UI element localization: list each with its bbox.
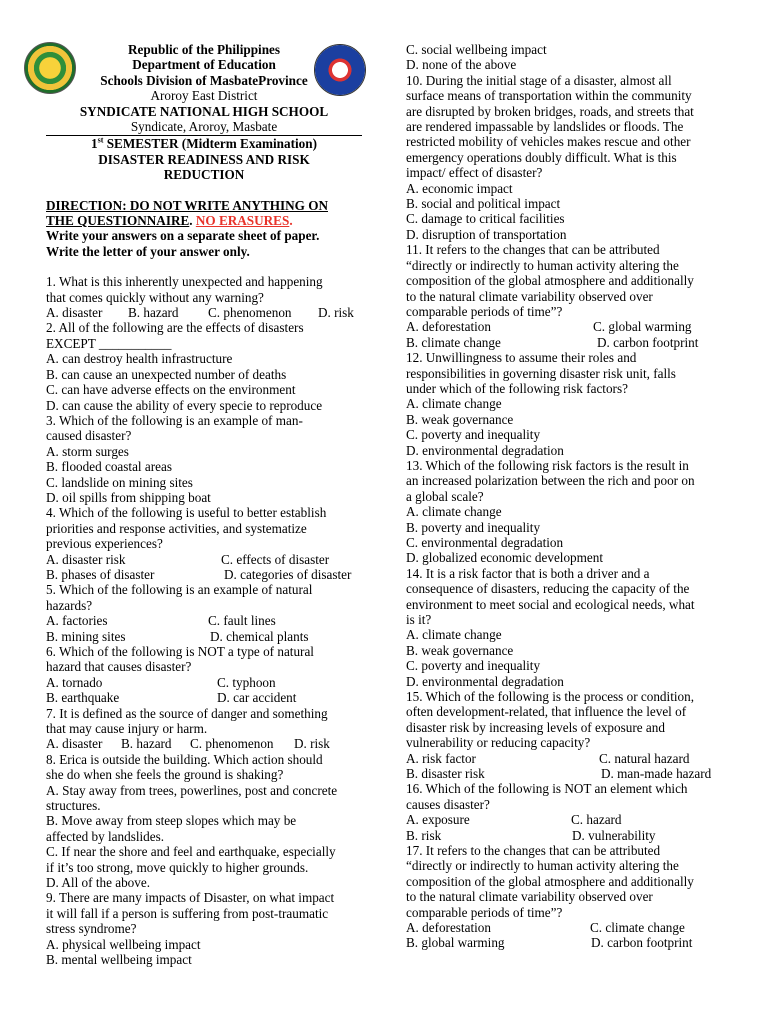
question-text: causes disaster? — [406, 796, 490, 812]
answer-options — [46, 305, 362, 320]
department-name: Department of Education — [132, 57, 276, 73]
question-text: previous experiences? — [46, 536, 163, 552]
answer-options — [406, 319, 722, 334]
option: B. earthquake — [46, 690, 120, 706]
answer-options — [46, 613, 362, 628]
option: B. poverty and inequality — [406, 519, 541, 535]
option: D. globalized economic development — [406, 550, 604, 566]
question-9 — [46, 890, 362, 967]
answer-options — [46, 736, 362, 751]
question-text: to the natural climate variability observed over — [406, 288, 653, 304]
question-text: responsibilities in governing disaster risk unit, falls — [406, 365, 676, 381]
district-name: Aroroy East District — [150, 88, 258, 104]
question-text: consequence of disasters, reducing the capacity of the — [406, 581, 690, 597]
option: affected by landslides. — [46, 828, 165, 844]
option: A. tornado — [46, 674, 103, 690]
question-text: surface means of transportation within the community — [406, 88, 692, 104]
option: A. can destroy health infrastructure — [46, 351, 233, 367]
question-3 — [46, 413, 362, 505]
option: D. risk — [318, 305, 354, 321]
question-text: composition of the global atmosphere and additionally — [406, 273, 694, 289]
option: A. deforestation — [406, 319, 491, 335]
answer-options — [406, 935, 722, 950]
left-column — [46, 42, 362, 967]
question-12 — [406, 350, 722, 458]
option: B. disaster risk — [406, 766, 485, 782]
question-text: it will fall if a person is suffering from post-traumatic — [46, 905, 329, 921]
question-text: she do when she feels the ground is shaking? — [46, 767, 284, 783]
option: C. climate change — [590, 920, 685, 936]
option: B. weak governance — [406, 411, 514, 427]
question-text: environment to meet social and ecological needs, what — [406, 596, 695, 612]
option: C. If near the shore and feel and earthquake, especially — [46, 844, 336, 860]
option: A. climate change — [406, 396, 502, 412]
option: C. poverty and inequality — [406, 658, 541, 674]
question-text: caused disaster? — [46, 428, 132, 444]
question-6 — [46, 644, 362, 706]
option: A. Stay away from trees, powerlines, post and concrete — [46, 782, 338, 798]
option: C. hazard — [571, 812, 622, 828]
question-text: 7. It is defined as the source of danger and something — [46, 705, 328, 721]
school-name: SYNDICATE NATIONAL HIGH SCHOOL — [79, 103, 329, 119]
option: B. hazard — [121, 736, 172, 752]
option: A. physical wellbeing impact — [46, 936, 201, 952]
answer-options — [46, 675, 362, 690]
option: B. phases of disaster — [46, 566, 155, 582]
question-text: 15. Which of the following is the process or condition, — [406, 689, 694, 705]
answer-options — [406, 766, 722, 781]
division-name: Schools Division of MasbateProvince — [100, 72, 308, 88]
question-text: 16. Which of the following is NOT an element which — [406, 781, 688, 797]
question-text: 17. It refers to the changes that can be attributed — [406, 843, 661, 859]
question-text: 12. Unwillingness to assume their roles and — [406, 350, 637, 366]
question-text: 2. All of the following are the effects of disasters — [46, 320, 304, 336]
option: C. social wellbeing impact — [406, 42, 547, 57]
answer-options — [46, 690, 362, 705]
option: D. can cause the ability of every specie to reproduce — [46, 397, 323, 413]
option: C. global warming — [593, 319, 692, 335]
answer-options — [406, 920, 722, 935]
option: D. categories of disaster — [224, 566, 352, 582]
option: D. none of the above — [406, 57, 517, 73]
direction-line2: THE QUESTIONNAIRE. NO ERASURES. — [46, 213, 293, 229]
exam-subject-line1: DISASTER READINESS AND RISK — [98, 151, 310, 167]
question-8 — [46, 752, 362, 891]
option: A. climate change — [406, 504, 502, 520]
question-text: composition of the global atmosphere and additionally — [406, 873, 694, 889]
exam-subject-line2: REDUCTION — [163, 167, 245, 183]
question-5 — [46, 582, 362, 644]
exam-semester: 1st SEMESTER (Midterm Examination) — [91, 136, 317, 152]
question-text: disaster risk by increasing levels of exposure and — [406, 719, 665, 735]
answer-options — [406, 335, 722, 350]
question-7 — [46, 706, 362, 752]
option: C. effects of disaster — [221, 551, 330, 567]
option: C. landslide on mining sites — [46, 474, 193, 490]
option: A. disaster — [46, 305, 103, 321]
question-17 — [406, 843, 722, 951]
option: B. flooded coastal areas — [46, 459, 172, 475]
option: C. damage to critical facilities — [406, 211, 565, 227]
question-text: are disrupted by broken bridges, roads, and streets that — [406, 103, 694, 119]
question-text: hazard that causes disaster? — [46, 659, 192, 675]
option: A. risk factor — [406, 750, 476, 766]
option: C. can have adverse effects on the environment — [46, 382, 296, 398]
option: C. typhoon — [217, 674, 276, 690]
question-text: EXCEPT ___________ — [46, 335, 172, 351]
direction-line1: DIRECTION: DO NOT WRITE ANYTHING ON — [46, 197, 328, 213]
question-text: priorities and response activities, and systematize — [46, 520, 307, 536]
answer-options — [406, 751, 722, 766]
question-11 — [406, 242, 722, 350]
option: B. hazard — [128, 305, 179, 321]
document-header — [46, 42, 362, 183]
question-text: 4. Which of the following is useful to better establish — [46, 505, 327, 521]
question-text: under which of the following risk factors? — [406, 380, 628, 396]
question-text: is it? — [406, 612, 432, 627]
option: C. poverty and inequality — [406, 427, 541, 443]
option: B. weak governance — [406, 642, 514, 658]
question-9-continued — [406, 42, 722, 73]
option: A. disaster — [46, 736, 103, 752]
direction-line4: Write the letter of your answer only. — [46, 243, 250, 259]
option: C. fault lines — [208, 613, 276, 629]
option: B. mining sites — [46, 628, 126, 644]
option: D. carbon footprint — [597, 334, 699, 350]
question-text: a global scale? — [406, 488, 484, 504]
option: A. storm surges — [46, 443, 129, 459]
question-text: an increased polarization between the rich and poor on — [406, 473, 695, 489]
answer-options — [46, 552, 362, 567]
question-text: that comes quickly without any warning? — [46, 289, 264, 305]
option: A. climate change — [406, 627, 502, 643]
direction-line3: Write your answers on a separate sheet of paper. — [46, 228, 320, 244]
question-text: 10. During the initial stage of a disaster, almost all — [406, 72, 672, 88]
question-10 — [406, 73, 722, 242]
option: B. climate change — [406, 334, 501, 350]
question-text: stress syndrome? — [46, 921, 137, 937]
question-14 — [406, 566, 722, 689]
option: D. disruption of transportation — [406, 226, 567, 242]
option: A. deforestation — [406, 920, 491, 936]
option: D. vulnerability — [572, 827, 656, 843]
question-text: impact/ effect of disaster? — [406, 165, 543, 181]
question-text: 6. Which of the following is NOT a type of natural — [46, 643, 314, 659]
question-text: 13. Which of the following risk factors is the result in — [406, 457, 689, 473]
option: A. exposure — [406, 812, 470, 828]
question-text: 11. It refers to the changes that can be attributed — [406, 242, 660, 258]
option: B. global warming — [406, 935, 505, 951]
right-column — [406, 42, 722, 951]
question-text: are rendered impassable by landslides or floods. The — [406, 119, 684, 135]
answer-options — [46, 567, 362, 582]
option: C. phenomenon — [208, 305, 292, 321]
question-text: 14. It is a risk factor that is both a driver and a — [406, 565, 650, 581]
option: B. mental wellbeing impact — [46, 952, 192, 968]
question-15 — [406, 689, 722, 781]
option: D. All of the above. — [46, 875, 151, 890]
option: D. chemical plants — [210, 628, 309, 644]
question-text: that may cause injury or harm. — [46, 720, 208, 736]
question-text: “directly or indirectly to human activity altering the — [406, 257, 679, 273]
question-text: 3. Which of the following is an example of man- — [46, 412, 303, 428]
option: C. natural hazard — [599, 750, 690, 766]
question-text: hazards? — [46, 597, 93, 613]
question-text: comparable periods of time”? — [406, 303, 563, 319]
directions — [46, 198, 362, 260]
answer-options — [46, 629, 362, 644]
question-text: 1. What is this inherently unexpected and happening — [46, 274, 323, 290]
option: B. can cause an unexpected number of deaths — [46, 366, 287, 382]
option: D. environmental degradation — [406, 442, 564, 458]
option: D. risk — [294, 736, 330, 752]
option: A. economic impact — [406, 180, 513, 196]
option: structures. — [46, 797, 101, 813]
option: A. disaster risk — [46, 551, 126, 567]
question-4 — [46, 505, 362, 582]
question-16 — [406, 781, 722, 843]
question-text: 9. There are many impacts of Disaster, on what impact — [46, 890, 335, 906]
option: D. man-made hazard — [601, 766, 712, 782]
question-text: vulnerability or reducing capacity? — [406, 735, 591, 751]
option: B. Move away from steep slopes which may be — [46, 813, 297, 829]
question-1 — [46, 274, 362, 320]
option: B. social and political impact — [406, 196, 561, 212]
option: D. carbon footprint — [591, 935, 693, 951]
answer-options — [406, 828, 722, 843]
question-text: often development-related, that influence the level of — [406, 704, 687, 720]
option: D. environmental degradation — [406, 673, 564, 689]
question-text: to the natural climate variability observed over — [406, 889, 653, 905]
question-13 — [406, 458, 722, 566]
option: D. car accident — [217, 690, 297, 706]
option: A. factories — [46, 613, 108, 629]
country-name: Republic of the Philippines — [127, 42, 281, 57]
question-text: 8. Erica is outside the building. Which action should — [46, 751, 323, 767]
question-text: comparable periods of time”? — [406, 904, 563, 920]
option: if it’s too strong, move quickly to higher grounds. — [46, 859, 309, 875]
question-text: emergency operations doubly difficult. What is this — [406, 149, 677, 165]
question-text: 5. Which of the following is an example of natural — [46, 582, 313, 598]
question-text: restricted mobility of vehicles makes rescue and other — [406, 134, 691, 150]
question-text: “directly or indirectly to human activity altering the — [406, 858, 679, 874]
school-address: Syndicate, Aroroy, Masbate — [130, 119, 278, 135]
answer-options — [406, 812, 722, 827]
option: C. phenomenon — [190, 736, 274, 752]
option: C. environmental degradation — [406, 534, 564, 550]
option: D. oil spills from shipping boat — [46, 489, 211, 505]
option: B. risk — [406, 827, 442, 843]
question-2 — [46, 320, 362, 412]
